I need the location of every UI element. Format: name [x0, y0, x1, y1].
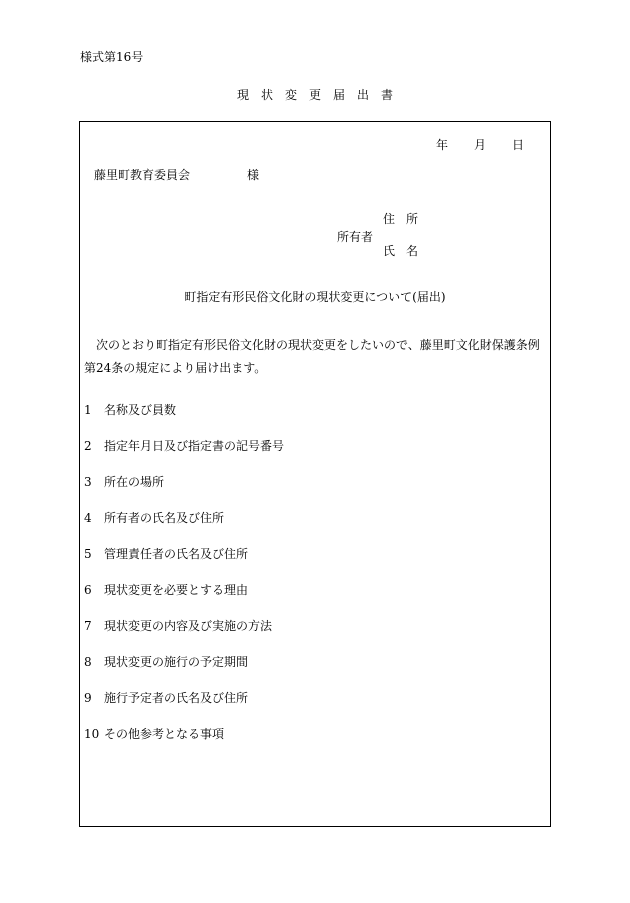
item-number: 10: [84, 727, 100, 741]
item-text: 所有者の氏名及び住所: [104, 511, 225, 525]
subject-line: 町指定有形民俗文化財の現状変更について(届出): [184, 290, 446, 304]
item-number: 8: [84, 655, 92, 669]
date-year: 年: [436, 138, 449, 152]
item-text: 所在の場所: [104, 475, 165, 489]
item-number: 2: [84, 439, 92, 453]
item-text: 名称及び員数: [104, 403, 177, 417]
document-title: 現状変更届出書: [236, 88, 405, 102]
item-text: その他参考となる事項: [104, 727, 225, 741]
item-number: 1: [84, 403, 92, 417]
item-text: 施行予定者の氏名及び住所: [104, 691, 249, 705]
item-number: 5: [84, 547, 92, 561]
item-text: 管理責任者の氏名及び住所: [104, 547, 249, 561]
list-item: [84, 691, 248, 705]
list-item: [84, 403, 176, 417]
honorific: 様: [247, 168, 260, 182]
item-text: 指定年月日及び指定書の記号番号: [104, 439, 285, 453]
list-item: [84, 727, 224, 741]
list-item: [84, 583, 248, 597]
item-text: 現状変更の内容及び実施の方法: [104, 619, 273, 633]
list-item: [84, 511, 224, 525]
item-number: 9: [84, 691, 92, 705]
item-text: 現状変更を必要とする理由: [104, 583, 249, 597]
owner-label: 所有者: [337, 230, 374, 244]
form-number: 様式第16号: [80, 50, 144, 64]
form-frame: [79, 121, 551, 827]
date-line: [436, 138, 524, 152]
item-number: 3: [84, 475, 92, 489]
item-number: 6: [84, 583, 92, 597]
list-item: [84, 439, 284, 453]
item-number: 7: [84, 619, 92, 633]
list-item: [84, 655, 248, 669]
item-text: 現状変更の施行の予定期間: [104, 655, 249, 669]
owner-name-label: 氏名: [383, 244, 430, 258]
list-item: [84, 475, 164, 489]
owner-address-label: 住所: [383, 212, 430, 226]
list-item: [84, 619, 272, 633]
body-paragraph: 次のとおり町指定有形民俗文化財の現状変更をしたいので、藤里町文化財保護条例第24条の規定により届け出ます。: [84, 338, 540, 375]
date-day: 日: [512, 138, 525, 152]
item-number: 4: [84, 511, 92, 525]
addressee: 藤里町教育委員会: [94, 168, 191, 182]
list-item: [84, 547, 248, 561]
date-month: 月: [474, 138, 487, 152]
